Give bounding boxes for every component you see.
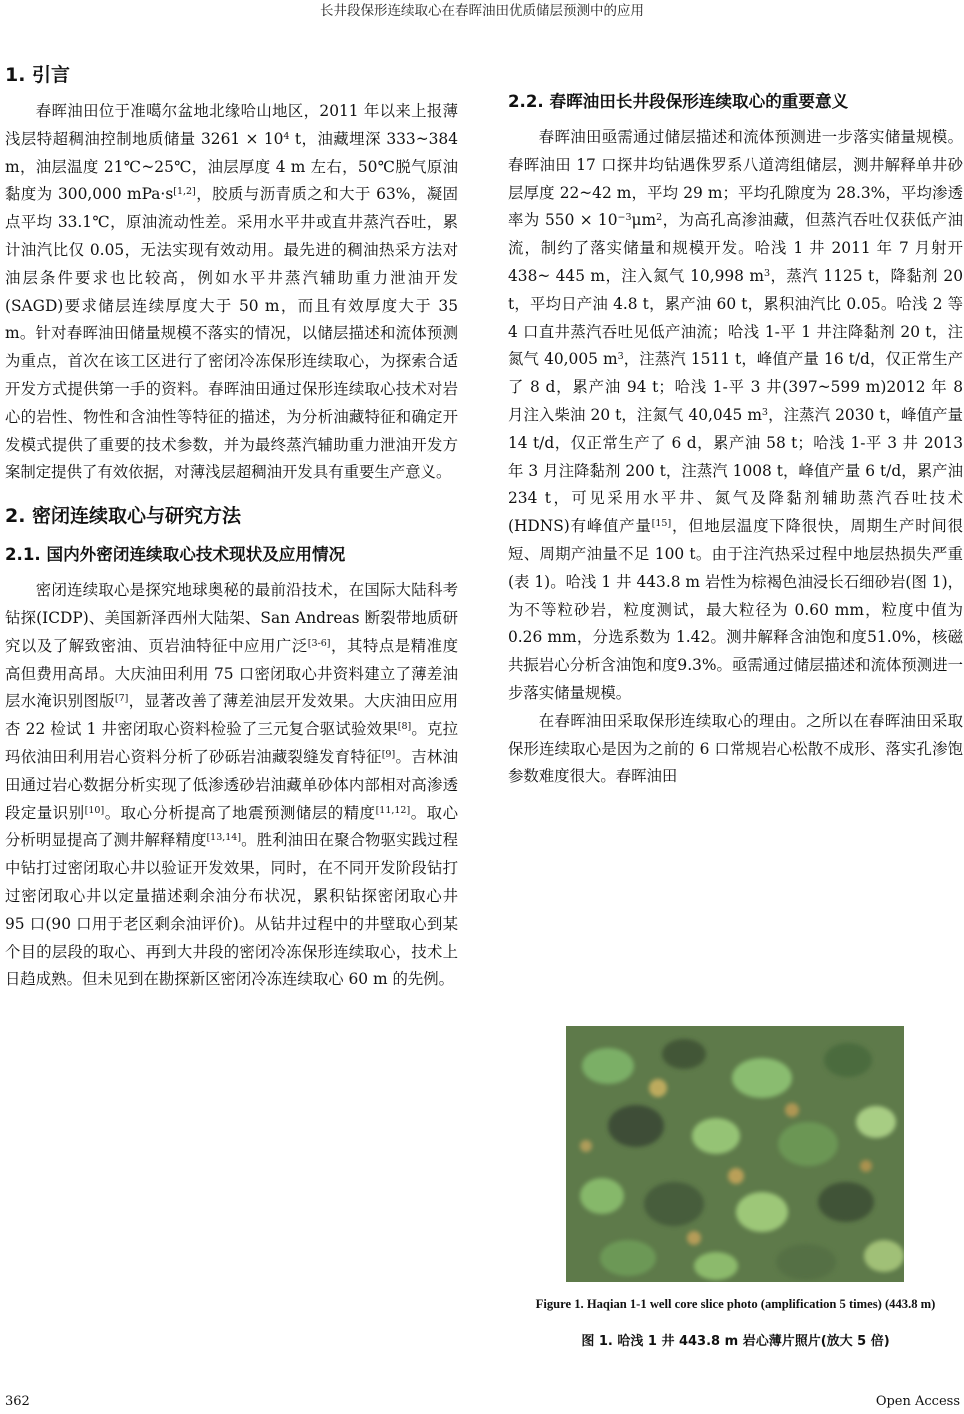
section-2-heading: 2. 密闭连续取心与研究方法 [5,505,242,528]
citation: [11,12] [375,804,411,816]
core-slice-photo [566,1026,904,1282]
citation: [8] [397,721,412,733]
running-title: 长井段保形连续取心在春晖油田优质储层预测中的应用 [320,3,644,19]
right-column [508,58,963,791]
section-1-paragraph: 春晖油田位于准噶尔盆地北缘哈山地区，2011 年以来上报薄浅层特超稠油控制地质储量 $3261 \times 10^4$ t，油藏埋深 333~384 m，油层温度 21℃~25℃，油层厚度 4 m 左右，50℃脱气原油黏度为 300,000 mPa·s[1,2]，胶质与沥青质之和大于 63%，凝固点平均 33.1℃，原油流动性差。采用水平井或直井蒸汽吞吐，累计油汽比仅 0.05，无法实现有效动用。最先进的稠油热采方法对油层条件要求也比较高，例如水平井蒸汽辅助重力泄油开发(SAGD)要求储层连续厚度大于 50 m，而且有效厚度大于 35 m。针对春晖油田储量规模不落实的情况，以储层描述和流体预测为重点，首次在该工区进行了密闭冷冻保形连续取心，为探索合适开发方式提供第一手的资料。春晖油田通过保形连续取心技术对岩心的岩性、物性和含油性等特征的描述，为分析油藏特征和确定开发模式提供了重要的技术参数，并为最终蒸汽辅助重力泄油开发方案制定提供了有效依据，对薄浅层超稠油开发具有重要生产意义。 [5,102,459,482]
left-column [5,58,458,994]
citation: [13,14] [206,832,242,844]
core-slice-texture [566,1026,904,1282]
citation: [15] [651,518,672,530]
footer-brand: Open Access [875,1394,960,1409]
citation: [9] [381,748,396,760]
section-2-1-paragraph: 密闭连续取心是探究地球奥秘的最前沿技术，在国际大陆科考钻探(ICDP)、美国新泽西州大陆架、San Andreas 断裂带地质研究以及了解致密油、页岩油特征中应用广泛[3-6]，其特点是精准度高但费用高昂。大庆油田利用 75 口密闭取心井资料建立了薄差油层水淹识别图版[7]，显著改善了薄差油层开发效果。大庆油田应用杏 22 检试 1 井密闭取心资料检验了三元复合驱试验效果[8]。克拉玛依油田利用岩心资料分析了砂砾岩油藏裂缝发育特征[9]。吉林油田通过岩心数据分析实现了低渗透砂岩油藏单砂体内部相对高渗透段定量识别[10]。取心分析提高了地震预测储层的精度[11,12]。取心分析明显提高了测井解释精度[13,14]。胜利油田在聚合物驱实践过程中钻打过密闭取心井以验证开发效果，同时，在不同开发阶段钻打过密闭取心井以定量描述剩余油分布状况，累积钻探密闭取心井 95 口(90 口用于老区剩余油评价)。从钻井过程中的井壁取心到某个目的层段的取心、再到大井段的密闭冷冻保形连续取心，技术上日趋成熟。但未见到在勘探新区密闭冷冻连续取心 60 m 的先例。 [5,581,458,989]
citation: [7] [114,693,129,705]
section-2-1-heading: 2.1. 国内外密闭连续取心技术现状及应用情况 [5,545,346,565]
citation: [10] [84,804,105,816]
figure-1-caption-en: Figure 1. Haqian 1-1 well core slice photo (amplification 5 times) (443.8 m) [535,1297,936,1311]
figure-1-caption-cn: 图 1. 哈浅 1 井 443.8 m 岩心薄片照片(放大 5 倍) [581,1334,890,1349]
citation: [3-6] [307,637,331,649]
section-2-2-paragraph: 春晖油田亟需通过储层描述和流体预测进一步落实储量规模。春晖油田 17 口探井均钻遇侏罗系八道湾组储层，测井解释单井砂层厚度 22~42 m，平均 29 m；平均孔隙度为 28.3%，平均渗透率为 $550 \times 10^{-3}\mu m^2$，为高孔高渗油藏，但蒸汽吞吐仅获低产油流，制约了落实储量和规模开发。哈浅 1 井 2011 年 7 月射开 438~ 445 m，注入氮气 10,998 $m^3$，蒸汽 1125 t，降黏剂 20 t，平均日产油 4.8 t，累产油 60 t，累积油汽比 0.05。哈浅 2 等 4 口直井蒸汽吞吐见低产油流；哈浅 1-平 1 井注降黏剂 20 t，注氮气 40,005 $m^3$，注蒸汽 1511 t，峰值产量 16 t/d，仅正常生产了 8 d，累产油 94 t；哈浅 1-平 3 井(397~599 m)2012 年 8 月注入柴油 20 t，注氮气 40,045 $m^3$，注蒸汽 2030 t，峰值产量 14 t/d，仅正常生产了 6 d，累产油 58 t；哈浅 1-平 3 井 2013 年 3 月注降黏剂 200 t，注蒸汽 1008 t，峰值产量 6 t/d，累产油 234 t，可见采用水平井、氮气及降黏剂辅助蒸汽吞吐技术(HDNS)有峰值产量[15]，但地层温度下降很快，周期生产时间很短、周期产油量不足 100 t。由于注汽热采过程中地层热损失严重(表 1)。哈浅 1 井 443.8 m 岩性为棕褐色油浸长石细砂岩(图 1)，为不等粒砂岩，粒度测试，最大粒径为 0.60 mm，粒度中值为 0.26 mm，分选系数为 1.42。测井解释含油饱和度51.0%，核磁共振岩心分析含油饱和度9.3%。亟需通过储层描述和流体预测进一步落实储量规模。 [508,128,964,702]
section-2-2-paragraph-2: 在春晖油田采取保形连续取心的理由。之所以在春晖油田采取保形连续取心是因为之前的 6 口常规岩心松散不成形、落实孔渗饱参数难度很大。春晖油田 [508,711,963,786]
section-1-heading: 1. 引言 [5,64,71,86]
section-2-2-heading: 2.2. 春晖油田长井段保形连续取心的重要意义 [508,92,849,111]
page-number: 362 [5,1394,30,1409]
citation: [1,2] [173,186,196,198]
